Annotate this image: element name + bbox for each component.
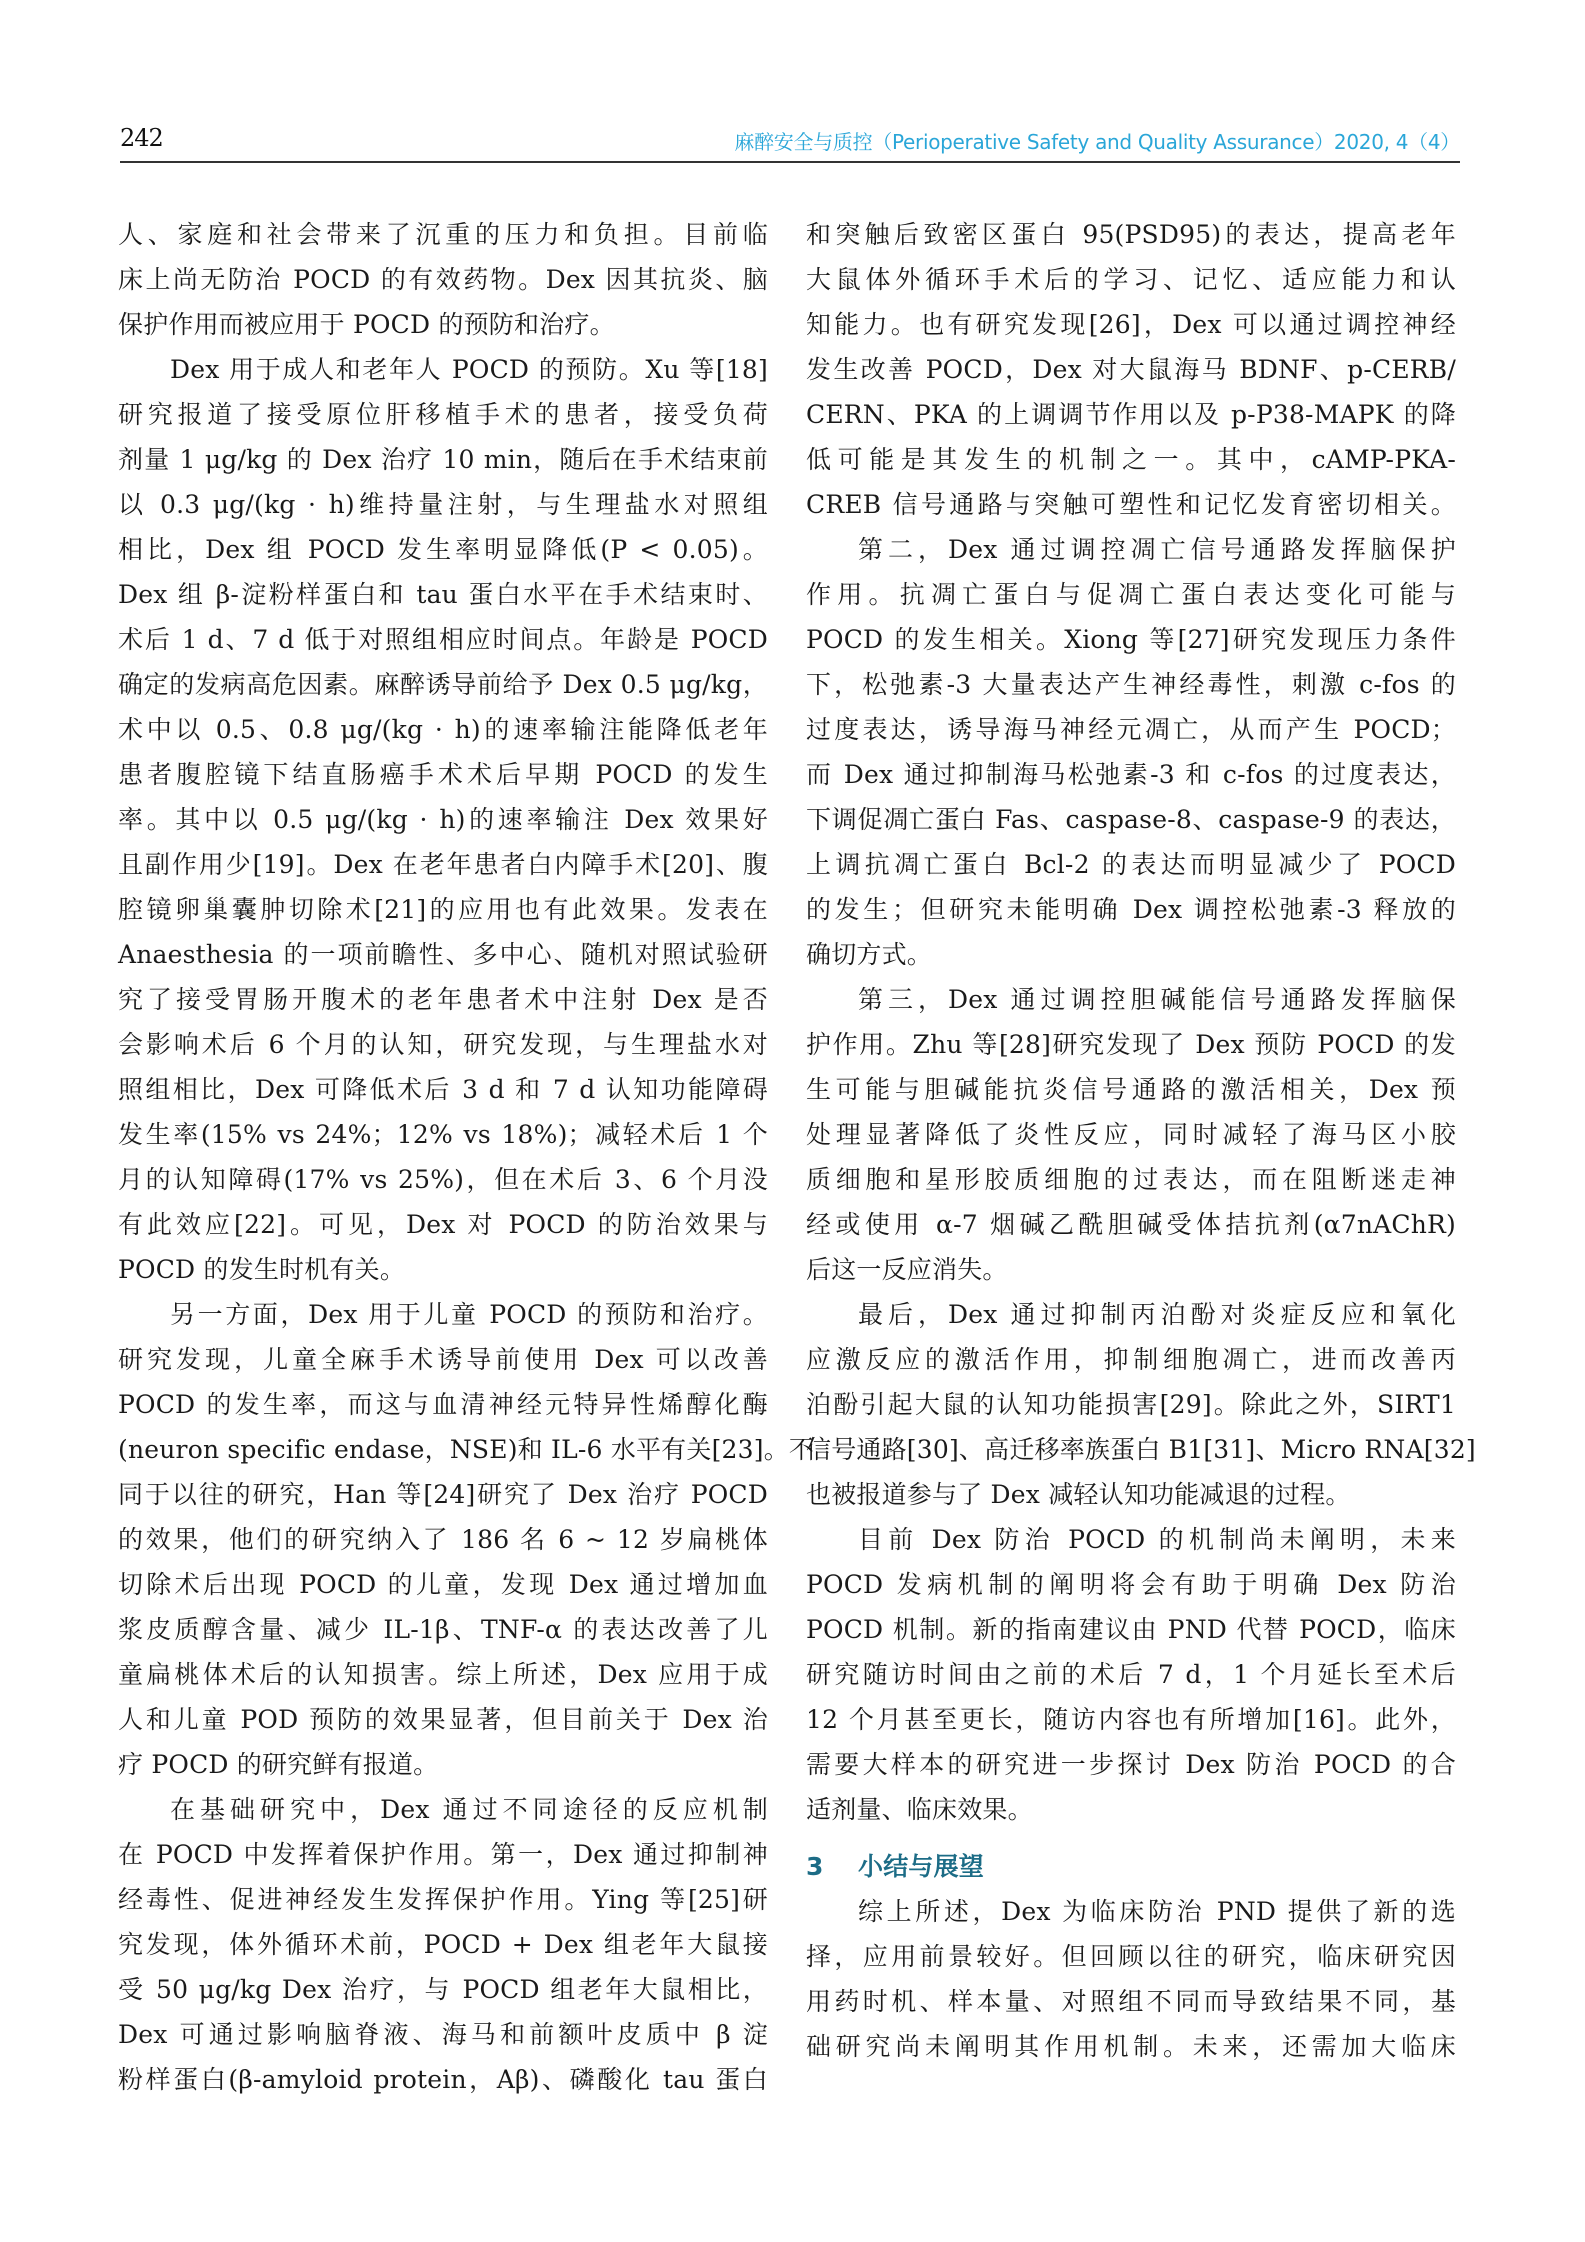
- text-line: 相比，Dex 组 POCD 发生率明显降低(P < 0.05)。: [118, 535, 768, 564]
- text-line: 护作用。Zhu 等[28]研究发现了 Dex 预防 POCD 的发: [806, 1030, 1456, 1059]
- text-line: CREB 信号通路与突触可塑性和记忆发育密切相关。: [806, 490, 1456, 519]
- text-line: 择，应用前景较好。但回顾以往的研究，临床研究因: [806, 1942, 1456, 1971]
- text-line: 的发生；但研究未能明确 Dex 调控松弛素-3 释放的: [806, 895, 1456, 924]
- section-title: 小结与展望: [858, 1852, 985, 1881]
- section-number: 3: [806, 1852, 824, 1881]
- section-heading: [806, 1844, 1456, 1889]
- text-line: POCD 的发生率，而这与血清神经元特异性烯醇化酶: [118, 1390, 768, 1419]
- text-line: 粉样蛋白(β-amyloid protein，Aβ)、磷酸化 tau 蛋白: [118, 2065, 768, 2094]
- text-line: 最后，Dex 通过抑制丙泊酚对炎症反应和氧化: [858, 1300, 1456, 1329]
- text-line: 需要大样本的研究进一步探讨 Dex 防治 POCD 的合: [806, 1750, 1456, 1779]
- text-line: 大鼠体外循环手术后的学习、记忆、适应能力和认: [806, 265, 1456, 294]
- text-line: 目前 Dex 防治 POCD 的机制尚未阐明，未来: [858, 1525, 1456, 1554]
- text-line: 12 个月甚至更长，随访内容也有所增加[16]。此外，: [806, 1705, 1456, 1734]
- text-line: 上调抗凋亡蛋白 Bcl-2 的表达而明显减少了 POCD: [806, 850, 1456, 879]
- text-line: 童扁桃体术后的认知损害。综上所述，Dex 应用于成: [118, 1660, 768, 1689]
- text-line: 床上尚无防治 POCD 的有效药物。Dex 因其抗炎、脑: [118, 265, 768, 294]
- text-line: POCD 发病机制的阐明将会有助于明确 Dex 防治: [806, 1570, 1456, 1599]
- page-number: 242: [120, 124, 163, 152]
- text-line: 究了接受胃肠开腹术的老年患者术中注射 Dex 是否: [118, 985, 768, 1014]
- text-line: 研究发现，儿童全麻手术诱导前使用 Dex 可以改善: [118, 1345, 768, 1374]
- text-line: 也被报道参与了 Dex 减轻认知功能减退的过程。: [806, 1480, 1351, 1509]
- text-line: 在基础研究中，Dex 通过不同途径的反应机制: [170, 1795, 768, 1824]
- text-line: 过度表达，诱导海马神经元凋亡，从而产生 POCD；: [806, 715, 1456, 744]
- text-line: 研究随访时间由之前的术后 7 d，1 个月延长至术后: [806, 1660, 1456, 1689]
- text-line: 剂量 1 μg/kg 的 Dex 治疗 10 min，随后在手术结束前: [118, 445, 768, 474]
- text-line: 术后 1 d、7 d 低于对照组相应时间点。年龄是 POCD: [118, 625, 768, 654]
- text-line: 知能力。也有研究发现[26]，Dex 可以通过调控神经: [806, 310, 1456, 339]
- text-line: 而 Dex 通过抑制海马松弛素-3 和 c-fos 的过度表达，: [806, 760, 1456, 789]
- text-line: 第三，Dex 通过调控胆碱能信号通路发挥脑保: [858, 985, 1456, 1014]
- text-line: Dex 用于成人和老年人 POCD 的预防。Xu 等[18]: [170, 355, 768, 384]
- text-line: 的效果，他们的研究纳入了 186 名 6 ~ 12 岁扁桃体: [118, 1525, 768, 1554]
- text-line: 发生改善 POCD，Dex 对大鼠海马 BDNF、p-CERB/: [806, 355, 1456, 384]
- text-line: 会影响术后 6 个月的认知，研究发现，与生理盐水对: [118, 1030, 768, 1059]
- text-line: 以 0.3 μg/(kg · h)维持量注射，与生理盐水对照组: [118, 490, 768, 519]
- text-line: 确切方式。: [806, 940, 933, 969]
- text-line: 浆皮质醇含量、减少 IL-1β、TNF-α 的表达改善了儿: [118, 1615, 768, 1644]
- text-line: 人和儿童 POD 预防的效果显著，但目前关于 Dex 治: [118, 1705, 768, 1734]
- text-line: 经或使用 α-7 烟碱乙酰胆碱受体拮抗剂(α7nAChR): [806, 1210, 1456, 1239]
- text-line: 和突触后致密区蛋白 95(PSD95)的表达，提高老年: [806, 220, 1456, 249]
- text-line: 同于以往的研究，Han 等[24]研究了 Dex 治疗 POCD: [118, 1480, 768, 1509]
- text-line: 发生率(15% vs 24%；12% vs 18%)；减轻术后 1 个: [118, 1120, 768, 1149]
- text-line: POCD 的发生时机有关。: [118, 1255, 406, 1284]
- text-line: 受 50 μg/kg Dex 治疗，与 POCD 组老年大鼠相比，: [118, 1975, 768, 2004]
- text-line: 研究报道了接受原位肝移植手术的患者，接受负荷: [118, 400, 768, 429]
- text-line: 质细胞和星形胶质细胞的过表达，而在阻断迷走神: [806, 1165, 1456, 1194]
- text-line: 适剂量、临床效果。: [806, 1795, 1033, 1824]
- text-line: 究发现，体外循环术前，POCD + Dex 组老年大鼠接: [118, 1930, 768, 1959]
- text-line: 且副作用少[19]。Dex 在老年患者白内障手术[20]、腹: [118, 850, 768, 879]
- text-line: 信号通路[30]、高迁移率族蛋白 B1[31]、Micro RNA[32]: [806, 1435, 1476, 1464]
- text-line: 下，松弛素-3 大量表达产生神经毒性，刺激 c-fos 的: [806, 670, 1456, 699]
- text-line: 作用。抗凋亡蛋白与促凋亡蛋白表达变化可能与: [806, 580, 1456, 609]
- journal-citation: 麻醉安全与质控（Perioperative Safety and Quality Assurance）2020, 4（4）: [734, 130, 1460, 154]
- text-line: Dex 组 β-淀粉样蛋白和 tau 蛋白水平在手术结束时、: [118, 580, 768, 609]
- text-line: CERN、PKA 的上调调节作用以及 p-P38-MAPK 的降: [806, 400, 1456, 429]
- header-rule: [120, 161, 1460, 163]
- running-header: [120, 118, 1460, 162]
- text-line: 下调促凋亡蛋白 Fas、caspase-8、caspase-9 的表达，: [806, 805, 1456, 834]
- text-line: 确定的发病高危因素。麻醉诱导前给予 Dex 0.5 μg/kg，: [118, 670, 768, 699]
- text-line: 综上所述，Dex 为临床防治 PND 提供了新的选: [858, 1897, 1456, 1926]
- text-line: 泊酚引起大鼠的认知功能损害[29]。除此之外，SIRT1: [806, 1390, 1456, 1419]
- text-line: 在 POCD 中发挥着保护作用。第一，Dex 通过抑制神: [118, 1840, 768, 1869]
- text-line: 患者腹腔镜下结直肠癌手术术后早期 POCD 的发生: [118, 760, 768, 789]
- text-line: 术中以 0.5、0.8 μg/(kg · h)的速率输注能降低老年: [118, 715, 768, 744]
- text-line: 保护作用而被应用于 POCD 的预防和治疗。: [118, 310, 615, 339]
- text-line: Anaesthesia 的一项前瞻性、多中心、随机对照试验研: [118, 940, 768, 969]
- text-line: 月的认知障碍(17% vs 25%)，但在术后 3、6 个月没: [118, 1165, 768, 1194]
- text-line: 生可能与胆碱能抗炎信号通路的激活相关，Dex 预: [806, 1075, 1456, 1104]
- text-line: 率。其中以 0.5 μg/(kg · h)的速率输注 Dex 效果好: [118, 805, 768, 834]
- text-line: (neuron specific endase，NSE)和 IL-6 水平有关[23]。不: [118, 1435, 815, 1464]
- text-line: 后这一反应消失。: [806, 1255, 1008, 1284]
- text-line: 疗 POCD 的研究鲜有报道。: [118, 1750, 439, 1779]
- text-line: 低可能是其发生的机制之一。其中，cAMP-PKA-: [806, 445, 1456, 474]
- text-line: 有此效应[22]。可见，Dex 对 POCD 的防治效果与: [118, 1210, 768, 1239]
- text-line: 照组相比，Dex 可降低术后 3 d 和 7 d 认知功能障碍: [118, 1075, 768, 1104]
- text-line: POCD 的发生相关。Xiong 等[27]研究发现压力条件: [806, 625, 1456, 654]
- text-line: 处理显著降低了炎性反应，同时减轻了海马区小胶: [806, 1120, 1456, 1149]
- text-line: 第二，Dex 通过调控凋亡信号通路发挥脑保护: [858, 535, 1456, 564]
- text-line: 础研究尚未阐明其作用机制。未来，还需加大临床: [806, 2032, 1456, 2061]
- text-line: 另一方面，Dex 用于儿童 POCD 的预防和治疗。: [170, 1300, 768, 1329]
- right-column: [806, 212, 1476, 2069]
- text-line: 用药时机、样本量、对照组不同而导致结果不同，基: [806, 1987, 1456, 2016]
- text-line: Dex 可通过影响脑脊液、海马和前额叶皮质中 β 淀: [118, 2020, 768, 2049]
- left-column: [118, 212, 815, 2102]
- text-line: 切除术后出现 POCD 的儿童，发现 Dex 通过增加血: [118, 1570, 768, 1599]
- text-line: 人、家庭和社会带来了沉重的压力和负担。目前临: [118, 220, 768, 249]
- text-line: 经毒性、促进神经发生发挥保护作用。Ying 等[25]研: [118, 1885, 768, 1914]
- text-line: 应激反应的激活作用，抑制细胞凋亡，进而改善丙: [806, 1345, 1456, 1374]
- text-line: 腔镜卵巢囊肿切除术[21]的应用也有此效果。发表在: [118, 895, 768, 924]
- text-line: POCD 机制。新的指南建议由 PND 代替 POCD，临床: [806, 1615, 1456, 1644]
